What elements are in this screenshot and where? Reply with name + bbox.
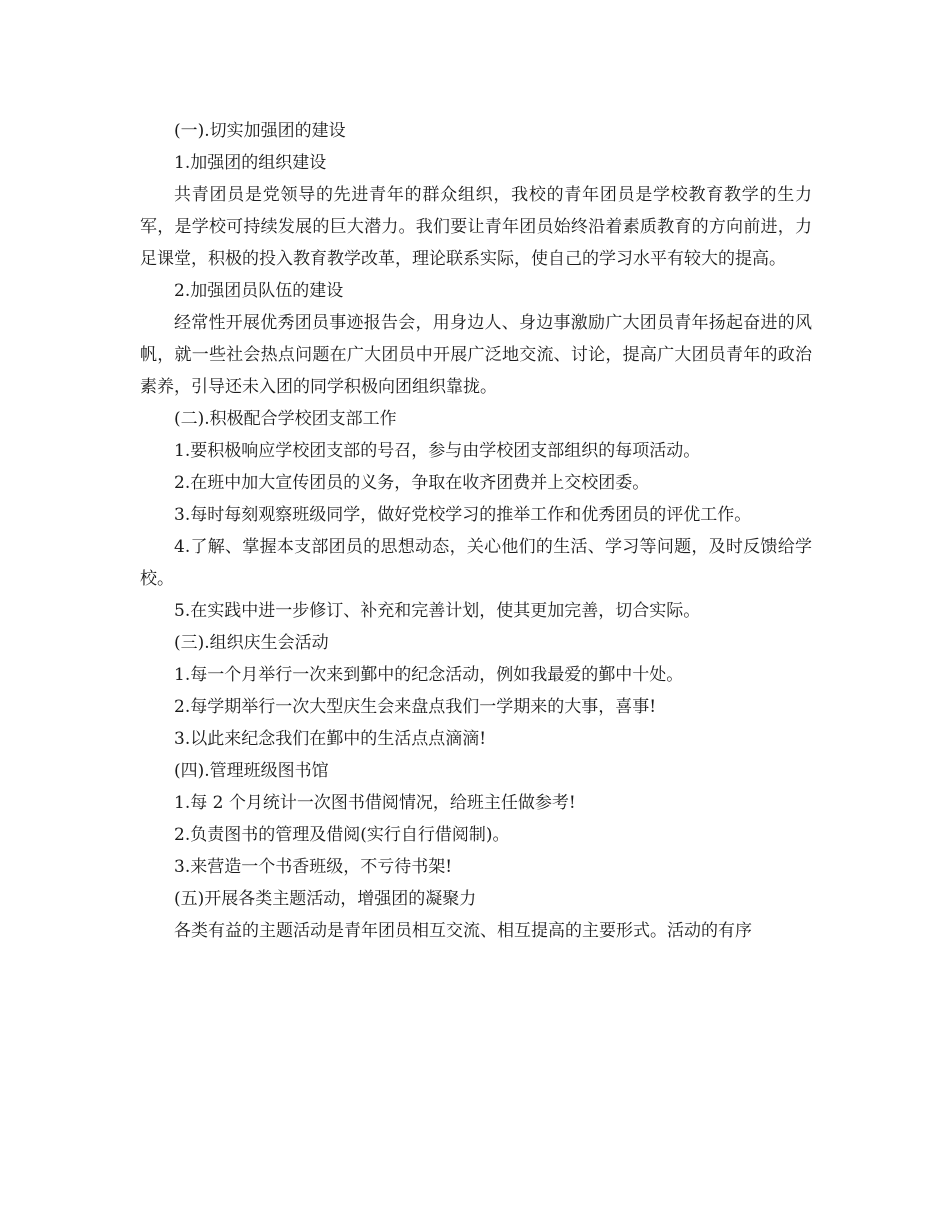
list-item-2-1: 1.要积极响应学校团支部的号召，参与由学校团支部组织的每项活动。 (174, 441, 701, 461)
section-heading-5: (五)开展各类主题活动，增强团的凝聚力 (174, 889, 477, 909)
document-body (140, 115, 812, 947)
subheading-1-1: 1.加强团的组织建设 (174, 153, 327, 173)
section-heading-4: (四).管理班级图书馆 (174, 761, 329, 781)
list-item-2-4: 4.了解、掌握本支部团员的思想动态，关心他们的生活、学习等问题，及时反馈给学校。 (140, 537, 812, 589)
paragraph-1-1: 共青团员是党领导的先进青年的群众组织，我校的青年团员是学校教育教学的生力军，是学校可持续发展的巨大潜力。我们要让青年团员始终沿着素质教育的方向前进，力足课堂，积极的投入教育教学改革，理论联系实际，使自己的学习水平有较大的提高。 (140, 185, 812, 269)
list-item-4-3: 3.来营造一个书香班级，不亏待书架! (174, 857, 453, 877)
section-heading-2: (二).积极配合学校团支部工作 (174, 409, 397, 429)
list-item-3-1: 1.每一个月举行一次来到鄞中的纪念活动，例如我最爱的鄞中十处。 (174, 665, 684, 685)
section-heading-3: (三).组织庆生会活动 (174, 633, 329, 653)
list-item-3-3: 3.以此来纪念我们在鄞中的生活点点滴滴! (174, 729, 487, 749)
list-item-2-2: 2.在班中加大宣传团员的义务，争取在收齐团费并上交校团委。 (174, 473, 650, 493)
list-item-4-1: 1.每 2 个月统计一次图书借阅情况，给班主任做参考! (174, 793, 576, 813)
list-item-3-2: 2.每学期举行一次大型庆生会来盘点我们一学期来的大事，喜事! (174, 697, 657, 717)
section-heading-1: (一).切实加强团的建设 (174, 121, 346, 141)
list-item-2-3: 3.每时每刻观察班级同学，做好党校学习的推举工作和优秀团员的评优工作。 (174, 505, 752, 525)
list-item-4-2: 2.负责图书的管理及借阅(实行自行借阅制)。 (174, 825, 510, 845)
paragraph-1-2: 经常性开展优秀团员事迹报告会，用身边人、身边事激励广大团员青年扬起奋进的风帆，就一些社会热点问题在广大团员中开展广泛地交流、讨论，提高广大团员青年的政治素养，引导还未入团的同学积极向团组织靠拢。 (140, 313, 812, 397)
list-item-2-5: 5.在实践中进一步修订、补充和完善计划，使其更加完善，切合实际。 (174, 601, 701, 621)
subheading-1-2: 2.加强团员队伍的建设 (174, 281, 344, 301)
paragraph-5-1: 各类有益的主题活动是青年团员相互交流、相互提高的主要形式。活动的有序 (174, 921, 752, 941)
